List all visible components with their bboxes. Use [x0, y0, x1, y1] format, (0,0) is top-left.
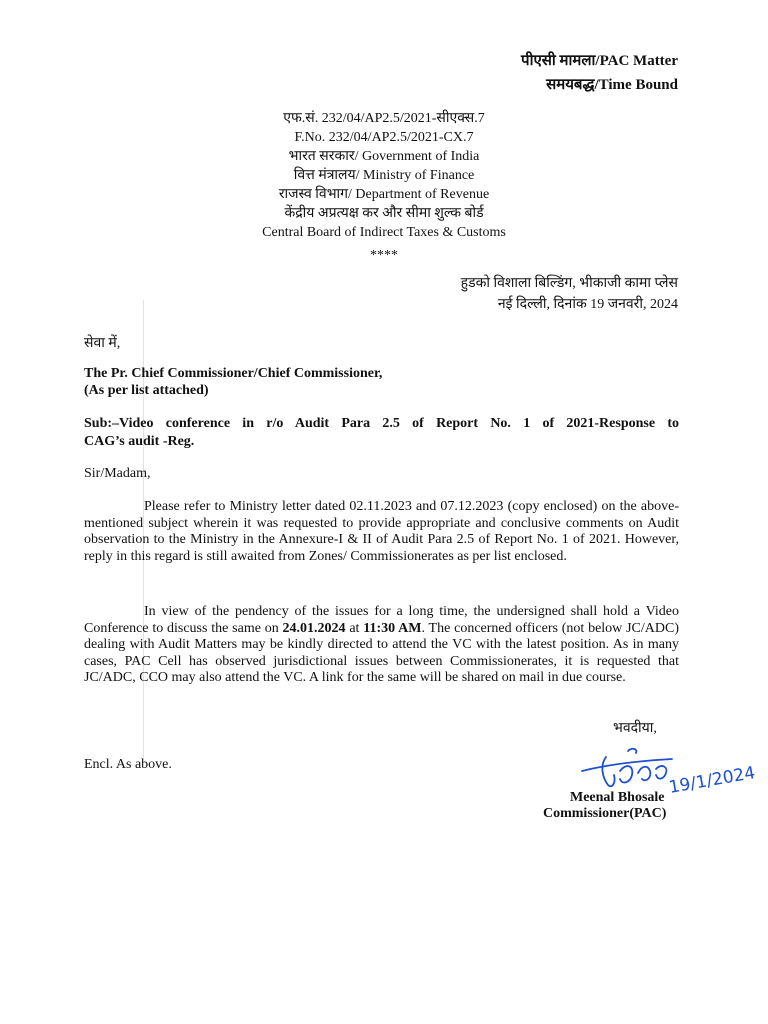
paragraph-1-text: Please refer to Ministry letter dated 02.11.2023 and 07.12.2023 (copy enclosed) on the above-mentioned subject wherein it was requested to provide appropriate and conclusive comments on Audit observation to the Ministry in the Annexure-I & II of Audit Para 2.5 of Report No. 1 of 2021. However, reply in this regard is still awaited from Zones/ Commissionerates as per list enclosed.	[84, 499, 679, 564]
board-line: Central Board of Indirect Taxes & Customs	[262, 225, 506, 240]
body-paragraph-1	[84, 499, 679, 565]
vc-date: 24.01.2024	[282, 620, 346, 636]
file-number: F.No. 232/04/AP2.5/2021-CX.7	[294, 130, 474, 145]
closing: भवदीया,	[613, 721, 657, 736]
office-block	[0, 109, 768, 265]
file-number-hindi: एफ.सं. 232/04/AP2.5/2021-सीएक्स.7	[283, 111, 485, 126]
signatory-designation: Commissioner(PAC)	[543, 806, 667, 821]
greeting: Sir/Madam,	[84, 466, 151, 481]
separator: ****	[370, 248, 398, 263]
address-date-line: नई दिल्ली, दिनांक 19 जनवरी, 2024	[497, 297, 678, 312]
ministry-line: वित्त मंत्रालय/ Ministry of Finance	[293, 168, 475, 183]
board-line-hindi: केंद्रीय अप्रत्यक्ष कर और सीमा शुल्क बोर्ड	[284, 206, 484, 221]
subject-line-2: CAG’s audit -Reg.	[84, 434, 195, 449]
address-line-1: हुडको विशाला बिल्डिंग, भीकाजी कामा प्लेस	[460, 276, 678, 291]
body-paragraph-2	[84, 604, 679, 687]
recipient-line-1: The Pr. Chief Commissioner/Chief Commissioner,	[84, 366, 383, 381]
signature-date: 19/1/2024	[667, 763, 756, 798]
department-line: राजस्व विभाग/ Department of Revenue	[278, 187, 490, 202]
vc-time: 11:30 AM	[363, 620, 422, 636]
pac-matter-label: पीएसी मामला/PAC Matter	[521, 53, 678, 69]
salutation-to: सेवा में,	[84, 336, 121, 351]
enclosure-note: Encl. As above.	[84, 757, 172, 772]
paragraph-2-text: In view of the pendency of the issues for a long time, the undersigned shall hold a Video Conference to discuss the same on 24.01.2024 at 11:30 AM. The concerned officers (not below JC/ADC) dealing with Audit Matters may be kindly directed to attend the VC with the latest position. As in many cases, PAC Cell has observed jurisdictional issues between Commissionerates, it is requested that JC/ADC, CCO may also attend the VC. A link for the same will be shared on mail in due course.	[84, 604, 679, 686]
subject-line-1: Sub:–Video conference in r/o Audit Para 2.5 of Report No. 1 of 2021-Response to	[84, 416, 679, 431]
signatory-name: Meenal Bhosale	[570, 790, 665, 805]
government-line: भारत सरकार/ Government of India	[288, 149, 480, 164]
time-bound-label: समयबद्ध/Time Bound	[546, 77, 678, 93]
recipient-line-2: (As per list attached)	[84, 383, 209, 398]
